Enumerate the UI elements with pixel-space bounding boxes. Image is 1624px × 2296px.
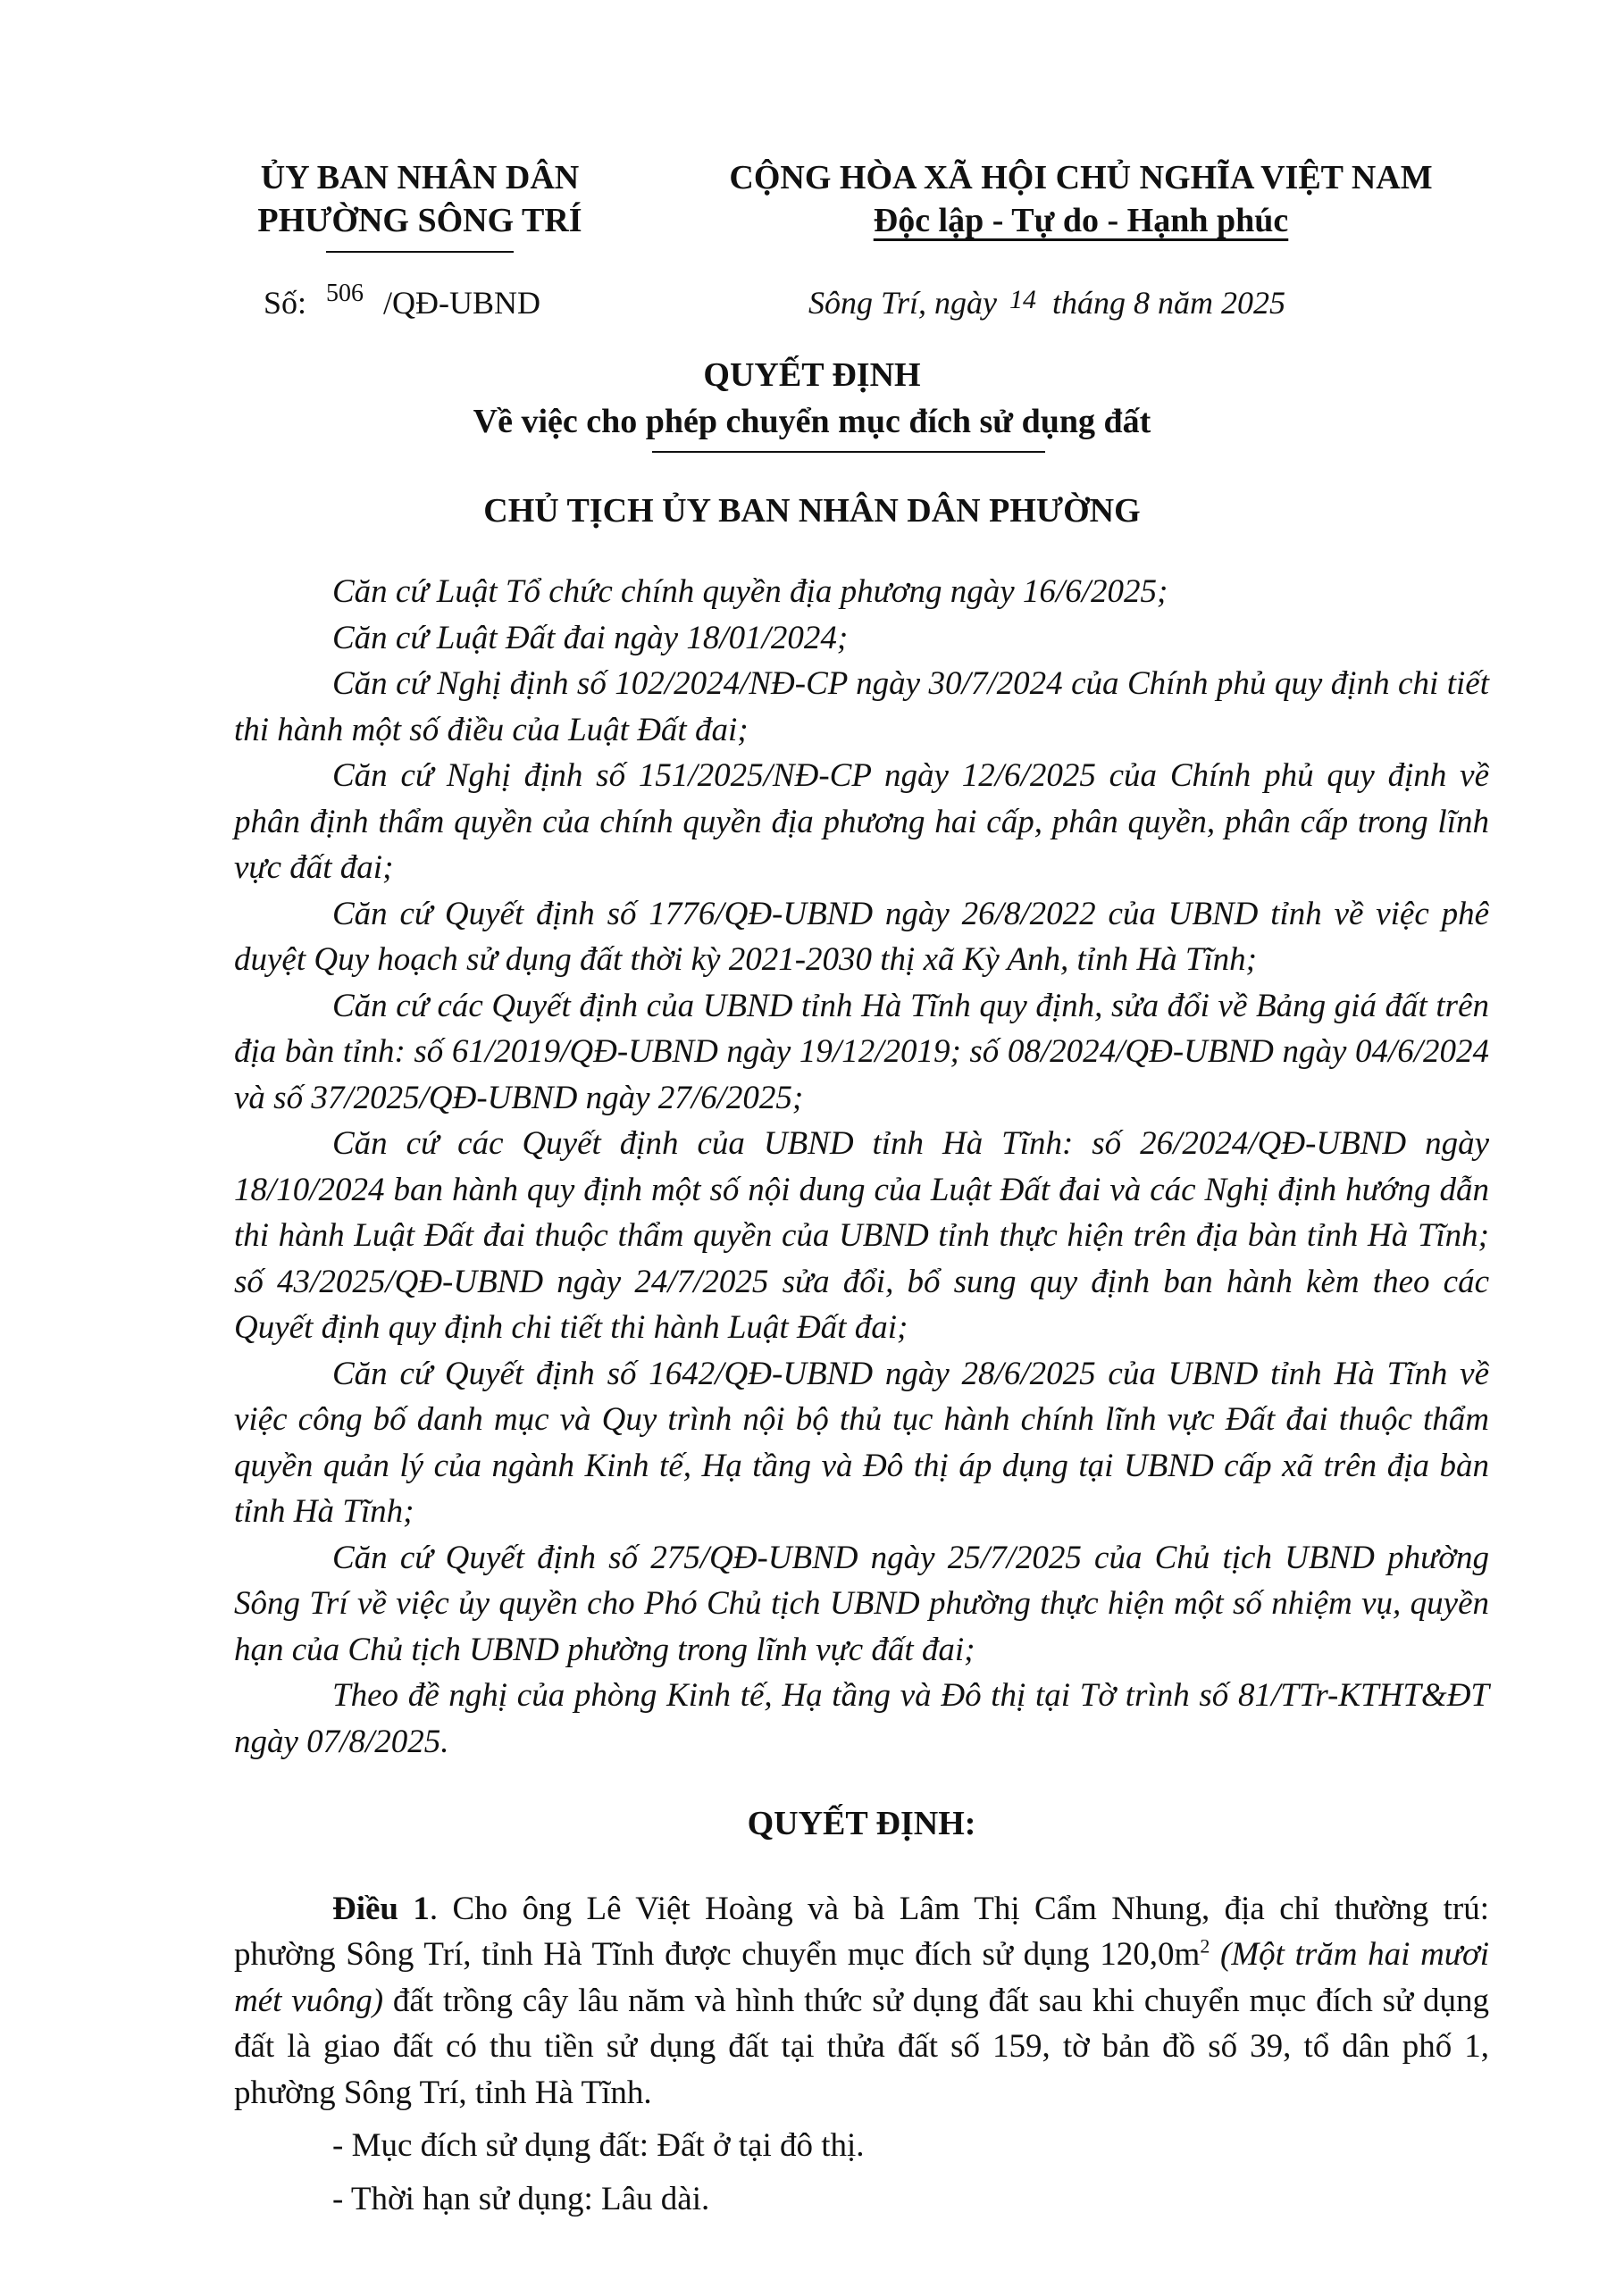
authority-line-2: PHƯỜNG SÔNG TRÍ: [257, 202, 582, 239]
article-text-continued: đất trồng cây lâu năm và hình thức sử dụng đất sau khi chuyển mục đích sử dụng đất là giao đất có thu tiền sử dụng đất tại thửa đất số 159, tờ bản đồ số 39, tổ dân phố 1, phường Sông Trí, tỉnh Hà Tĩnh.: [234, 1982, 1489, 2111]
area-in-words: (Một trăm hai mươi mét vuông): [234, 1936, 1490, 2019]
authority-underline: [326, 251, 514, 253]
basis-item: Căn cứ Nghị định số 102/2024/NĐ-CP ngày 30/7/2024 của Chính phủ quy định chi tiết thi hành một số điều của Luật Đất đai;: [234, 665, 1489, 748]
basis-item: Căn cứ Quyết định số 275/QĐ-UBND ngày 25/7/2025 của Chủ tịch UBND phường Sông Trí về việc ủy quyền cho Phó Chủ tịch UBND phường thực hiện một số nhiệm vụ, quyền hạn của Chủ tịch UBND phường trong lĩnh vực đất đai;: [234, 1539, 1489, 1668]
basis-item: Căn cứ Nghị định số 151/2025/NĐ-CP ngày 12/6/2025 của Chính phủ quy định về phân định thẩm quyền của chính quyền địa phương hai cấp, phân quyền, phân cấp trong lĩnh vực đất đai;: [234, 757, 1489, 886]
decision-heading: QUYẾT ĐỊNH:: [747, 1805, 976, 1842]
document-number: [264, 280, 541, 321]
issuing-authority: [197, 156, 643, 253]
article-space: [1210, 1936, 1220, 1973]
basis-item: Căn cứ Luật Tổ chức chính quyền địa phương ngày 16/6/2025;: [332, 573, 1168, 610]
document-title: QUYẾT ĐỊNH: [703, 356, 921, 394]
land-use-purpose: - Mục đích sử dụng đất: Đất ở tại đô thị.: [332, 2127, 865, 2164]
area-unit-superscript: 2: [1200, 1934, 1210, 1958]
subtitle-rule: [652, 451, 1045, 453]
date-suffix: tháng 8 năm 2025: [1052, 285, 1286, 321]
legal-basis: [234, 569, 1489, 1765]
document-subtitle: Về việc cho phép chuyển mục đích sử dụng đất: [473, 403, 1151, 440]
doc-number-suffix: /QĐ-UBND: [383, 285, 541, 321]
article-label: Điều 1: [332, 1890, 430, 1927]
issuing-official-heading: CHỦ TỊCH ỦY BAN NHÂN DÂN PHƯỜNG: [483, 492, 1141, 530]
basis-item: Căn cứ Luật Đất đai ngày 18/01/2024;: [332, 619, 849, 656]
date-day: 14: [1009, 285, 1037, 314]
basis-item: Căn cứ các Quyết định của UBND tỉnh Hà Tĩnh: số 26/2024/QĐ-UBND ngày 18/10/2024 ban hành quy định một số nội dung của Luật Đất đai và các Nghị định hướng dẫn thi hành Luật Đất đai thuộc thẩm quyền của UBND tỉnh thực hiện trên địa bàn tỉnh Hà Tĩnh; số 43/2025/QĐ-UBND ngày 24/7/2025 sửa đổi, bổ sung quy định ban hành kèm theo các Quyết định quy định chi tiết thi hành Luật Đất đai;: [234, 1125, 1489, 1346]
document-date: [808, 284, 1285, 321]
national-title: CỘNG HÒA XÃ HỘI CHỦ NGHĨA VIỆT NAM: [729, 159, 1433, 196]
national-motto: Độc lập - Tự do - Hạnh phúc: [873, 202, 1289, 239]
date-prefix: Sông Trí, ngày: [808, 285, 998, 321]
article-1: [234, 1886, 1489, 2116]
land-use-term: - Thời hạn sử dụng: Lâu dài.: [332, 2180, 710, 2217]
doc-number-prefix: Số:: [264, 285, 307, 321]
basis-item: Căn cứ Quyết định số 1642/QĐ-UBND ngày 28/6/2025 của UBND tỉnh Hà Tĩnh về việc công bố danh mục và Quy trình nội bộ thủ tục hành chính lĩnh vực Đất đai thuộc thẩm quyền quản lý của ngành Kinh tế, Hạ tầng và Đô thị áp dụng tại UBND cấp xã trên địa bàn tỉnh Hà Tĩnh;: [234, 1355, 1489, 1530]
document-body: [234, 569, 1489, 2222]
authority-line-1: ỦY BAN NHÂN DÂN: [260, 159, 580, 196]
basis-item: Căn cứ các Quyết định của UBND tỉnh Hà Tĩnh quy định, sửa đổi về Bảng giá đất trên địa bàn tỉnh: số 61/2019/QĐ-UBND ngày 19/12/2019; số 08/2024/QĐ-UBND ngày 04/6/2024 và số 37/2025/QĐ-UBND ngày 27/6/2025;: [234, 987, 1489, 1116]
basis-item: Theo đề nghị của phòng Kinh tế, Hạ tầng và Đô thị tại Tờ trình số 81/TTr-KTHT&ĐT ngày 07/8/2025.: [234, 1677, 1489, 1760]
national-heading: [679, 156, 1483, 242]
doc-number-value: 506: [326, 280, 364, 307]
article-text: . Cho ông Lê Việt Hoàng và bà Lâm Thị Cẩm Nhung, địa chỉ thường trú: phường Sông Trí, tỉnh Hà Tĩnh được chuyển mục đích sử dụng 120,0m: [234, 1890, 1489, 1973]
basis-item: Căn cứ Quyết định số 1776/QĐ-UBND ngày 26/8/2022 của UBND tỉnh về việc phê duyệt Quy hoạch sử dụng đất thời kỳ 2021-2030 thị xã Kỳ Anh, tỉnh Hà Tĩnh;: [234, 895, 1489, 978]
